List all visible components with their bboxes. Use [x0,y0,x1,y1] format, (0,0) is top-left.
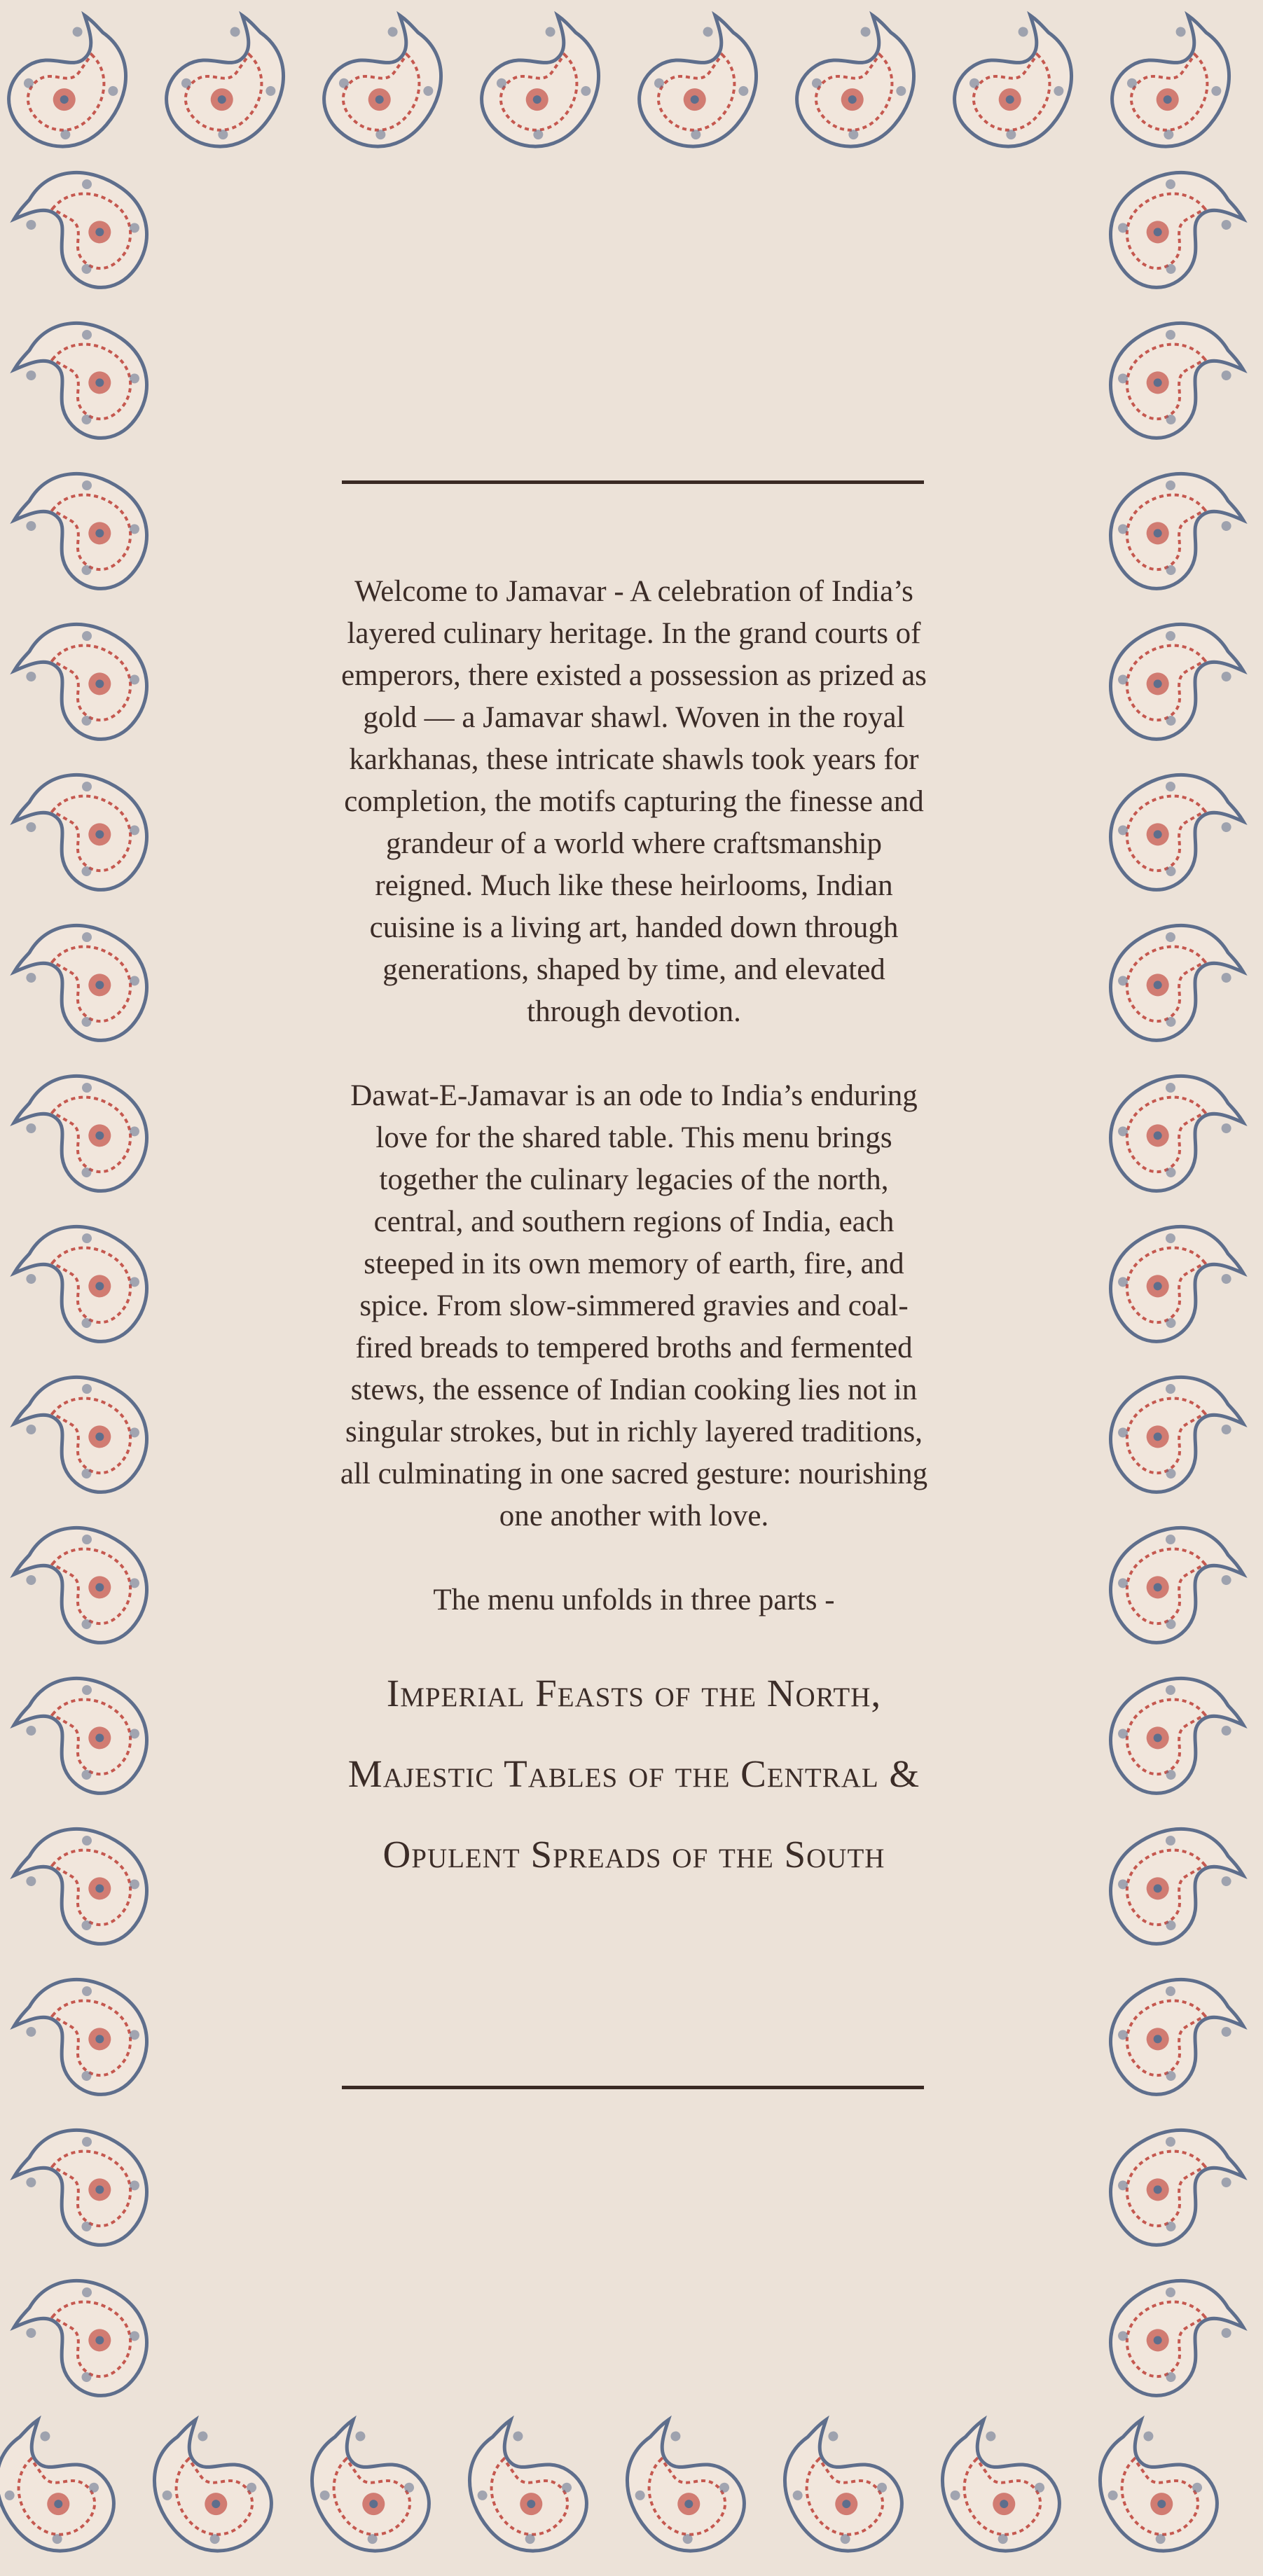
paisley-motif [623,4,782,168]
paisley-motif [4,149,167,303]
paisley-motif [1090,1053,1253,1206]
paisley-motif [4,601,167,754]
paisley-pattern-left [0,0,172,2576]
paisley-motif [466,4,624,168]
paisley-motif [4,2107,167,2260]
paisley-motif [1090,902,1253,1055]
section-title-central: Majestic Tables of the Central & [347,1752,920,1795]
paisley-motif [4,1504,167,1658]
paisley-motif [4,1053,167,1206]
paisley-motif [1090,1655,1253,1808]
paisley-motif [1090,601,1253,754]
paisley-motif [1090,1203,1253,1357]
parts-intro: The menu unfolds in three parts - [433,1584,835,1616]
bottom-divider [342,2086,924,2089]
menu-introduction [336,571,932,1895]
paisley-motif [4,1655,167,1808]
paisley-motif [1090,300,1253,453]
top-divider [342,480,924,484]
dawat-paragraph: Dawat-E-Jamavar is an ode to India’s enduring love for the shared table. This menu brings together the culinary legacies of the north, central, and southern regions of India, each steeped in its own memory of earth, fire, and spice. From slow-simmered gravies and coal-fired breads to tempered broths and fermented stews, the essence of Indian cooking lies not in singular strokes, but in richly layered traditions, all culminating in one sacred gesture: nourishing one another with love. [340,1079,928,1532]
paisley-motif [939,4,1097,168]
paisley-motif [4,752,167,905]
paisley-pattern-bottom [0,2394,1263,2576]
paisley-motif [4,2257,167,2411]
paisley-motif [1090,450,1253,604]
paisley-border-right [1082,0,1263,2576]
paisley-motif [4,1354,167,1507]
section-title-south: Opulent Spreads of the South [382,1833,885,1876]
paisley-motif [1090,2257,1253,2411]
paisley-motif [1090,1956,1253,2110]
paisley-motif [445,2408,603,2572]
paisley-border-top [0,0,1263,172]
paisley-motif [287,2408,446,2572]
paisley-motif [918,2408,1076,2572]
paisley-motif [4,902,167,1055]
paisley-motif [308,4,467,168]
paisley-motif [4,1203,167,1357]
paisley-border-left [0,0,172,2576]
paisley-motif [1090,2107,1253,2260]
paisley-motif [760,2408,918,2572]
welcome-paragraph: Welcome to Jamavar - A celebration of India’s layered culinary heritage. In the grand courts of emperors, there existed a possession as prized as gold — a Jamavar shawl. Woven in the royal karkhanas, these intricate shawls took years for completion, the motifs capturing the finesse and grandeur of a world where craftsmanship reigned. Much like these heirlooms, Indian cuisine is a living art, handed down through generations, shaped by time, and elevated through devotion. [341,575,927,1028]
paisley-border-bottom [0,2394,1263,2576]
paisley-motif [4,300,167,453]
paisley-motif [1090,752,1253,905]
paisley-motif [781,4,939,168]
paisley-motif [1090,1354,1253,1507]
paisley-pattern-top [0,0,1263,172]
paisley-motif [602,2408,761,2572]
paisley-motif [151,4,309,168]
section-title-north: Imperial Feasts of the North, [386,1672,882,1715]
paisley-motif [1090,149,1253,303]
paisley-motif [1090,1504,1253,1658]
paisley-motif [4,1956,167,2110]
paisley-motif [4,1806,167,1959]
paisley-pattern-right [1082,0,1263,2576]
paisley-motif [4,450,167,604]
paisley-motif [1090,1806,1253,1959]
